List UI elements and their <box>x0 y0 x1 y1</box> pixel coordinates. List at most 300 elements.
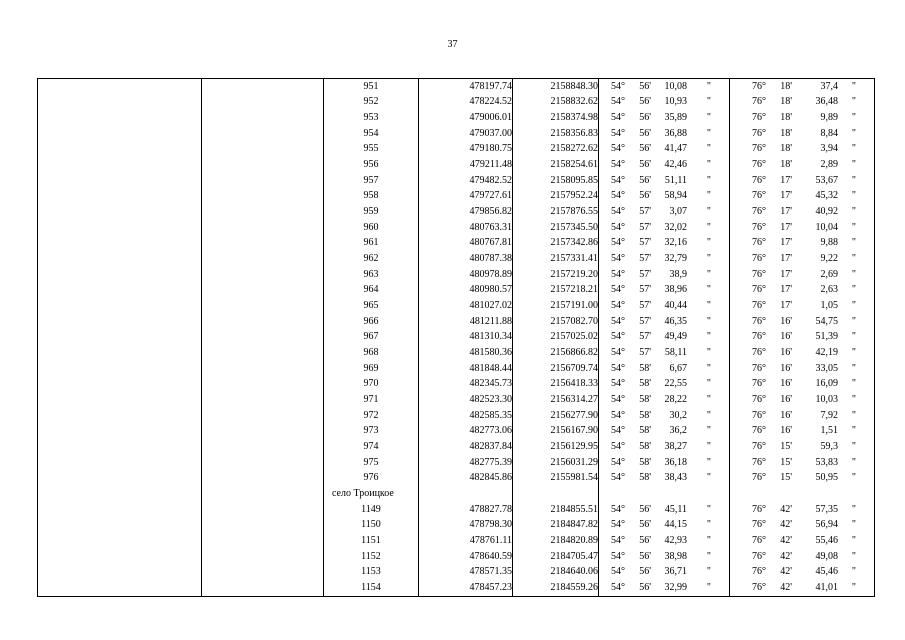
longitude-seconds: 9,88 <box>820 237 838 249</box>
latitude-dms <box>599 126 729 141</box>
longitude-degrees: 76° <box>752 206 766 218</box>
blank-cell <box>202 189 324 205</box>
longitude-dms <box>730 158 874 173</box>
blank-cell <box>38 423 202 439</box>
latitude-cell <box>599 376 730 392</box>
longitude-seconds-mark: " <box>851 174 856 186</box>
longitude-cell <box>730 580 875 596</box>
latitude-seconds: 3,07 <box>669 206 687 218</box>
latitude-seconds: 32,02 <box>664 221 687 233</box>
point-number-cell: 1150 <box>324 517 419 533</box>
longitude-seconds-mark: " <box>851 206 856 218</box>
latitude-minutes: 56' <box>639 534 651 546</box>
longitude-cell <box>730 126 875 142</box>
latitude-dms <box>599 79 729 94</box>
longitude-seconds-mark: " <box>851 284 856 296</box>
blank-cell <box>202 283 324 299</box>
latitude-seconds: 38,43 <box>664 472 687 484</box>
blank-cell <box>202 251 324 267</box>
blank-cell <box>202 142 324 158</box>
latitude-dms <box>599 95 729 110</box>
latitude-degrees: 54° <box>611 519 625 531</box>
blank-cell <box>202 502 324 518</box>
longitude-dms <box>730 549 874 564</box>
latitude-dms <box>599 471 729 486</box>
latitude-degrees: 54° <box>611 362 625 374</box>
longitude-minutes: 18' <box>780 127 792 139</box>
longitude-seconds: 1,05 <box>820 300 838 312</box>
blank-cell <box>38 549 202 565</box>
longitude-cell <box>730 345 875 361</box>
longitude-degrees: 76° <box>752 409 766 421</box>
point-number-cell: 962 <box>324 251 419 267</box>
latitude-dms <box>599 299 729 314</box>
longitude-dms <box>730 533 874 548</box>
longitude-cell <box>730 189 875 205</box>
blank-cell <box>202 517 324 533</box>
blank-cell <box>38 110 202 126</box>
longitude-seconds: 2,63 <box>820 284 838 296</box>
latitude-degrees: 54° <box>611 237 625 249</box>
latitude-minutes: 57' <box>639 346 651 358</box>
blank-cell <box>38 204 202 220</box>
latitude-seconds-mark: " <box>706 581 711 593</box>
longitude-seconds: 9,22 <box>820 253 838 265</box>
longitude-cell <box>730 157 875 173</box>
longitude-dms <box>730 377 874 392</box>
longitude-degrees: 76° <box>752 253 766 265</box>
longitude-seconds-mark: " <box>851 550 856 562</box>
longitude-degrees: 76° <box>752 581 766 593</box>
longitude-seconds-mark: " <box>851 159 856 171</box>
longitude-cell <box>730 220 875 236</box>
longitude-degrees: 76° <box>752 159 766 171</box>
longitude-dms <box>730 205 874 220</box>
y-coordinate-cell: 2158254.61 <box>513 157 599 173</box>
longitude-cell <box>730 470 875 486</box>
latitude-minutes: 58' <box>639 393 651 405</box>
blank-cell <box>202 549 324 565</box>
x-coordinate-cell: 480763.31 <box>419 220 513 236</box>
longitude-cell <box>730 517 875 533</box>
blank-cell <box>38 517 202 533</box>
latitude-minutes: 56' <box>639 127 651 139</box>
longitude-degrees: 76° <box>752 315 766 327</box>
latitude-minutes: 57' <box>639 315 651 327</box>
latitude-dms <box>599 173 729 188</box>
longitude-minutes: 42' <box>780 550 792 562</box>
latitude-minutes: 58' <box>639 472 651 484</box>
table-row <box>38 502 875 518</box>
blank-cell <box>202 564 324 580</box>
longitude-minutes: 42' <box>780 503 792 515</box>
latitude-minutes: 57' <box>639 253 651 265</box>
latitude-seconds-mark: " <box>706 519 711 531</box>
latitude-seconds-mark: " <box>706 472 711 484</box>
longitude-minutes: 17' <box>780 174 792 186</box>
longitude-seconds: 37,4 <box>820 80 838 92</box>
point-number-cell: 976 <box>324 470 419 486</box>
latitude-dms <box>599 549 729 564</box>
longitude-degrees: 76° <box>752 566 766 578</box>
longitude-minutes: 17' <box>780 206 792 218</box>
longitude-cell <box>730 142 875 158</box>
blank-cell <box>38 251 202 267</box>
y-coordinate-cell: 2184640.06 <box>513 564 599 580</box>
longitude-seconds: 45,46 <box>815 566 838 578</box>
longitude-seconds: 2,89 <box>820 159 838 171</box>
longitude-seconds-mark: " <box>851 346 856 358</box>
x-coordinate-cell: 478224.52 <box>419 95 513 111</box>
latitude-cell <box>599 486 730 502</box>
longitude-seconds-mark: " <box>851 127 856 139</box>
latitude-minutes: 56' <box>639 80 651 92</box>
x-coordinate-cell: 479180.75 <box>419 142 513 158</box>
longitude-minutes: 18' <box>780 80 792 92</box>
longitude-seconds-mark: " <box>851 362 856 374</box>
latitude-seconds: 46,35 <box>664 315 687 327</box>
longitude-dms <box>730 392 874 407</box>
x-coordinate-cell: 478197.74 <box>419 79 513 95</box>
latitude-cell <box>599 330 730 346</box>
point-number-cell: 1152 <box>324 549 419 565</box>
y-coordinate-cell: 2156277.90 <box>513 408 599 424</box>
table-row <box>38 220 875 236</box>
table-row <box>38 392 875 408</box>
latitude-cell <box>599 298 730 314</box>
latitude-minutes: 57' <box>639 206 651 218</box>
latitude-cell <box>599 533 730 549</box>
longitude-cell <box>730 267 875 283</box>
blank-cell <box>202 486 324 502</box>
latitude-degrees: 54° <box>611 393 625 405</box>
latitude-degrees: 54° <box>611 268 625 280</box>
longitude-seconds-mark: " <box>851 581 856 593</box>
point-number-cell: 974 <box>324 439 419 455</box>
latitude-seconds: 22,55 <box>664 378 687 390</box>
longitude-dms <box>730 408 874 423</box>
x-coordinate-cell: 480787.38 <box>419 251 513 267</box>
blank-cell <box>38 345 202 361</box>
longitude-cell <box>730 251 875 267</box>
y-coordinate-cell: 2184820.89 <box>513 533 599 549</box>
longitude-seconds: 10,03 <box>815 393 838 405</box>
point-number-cell: 1151 <box>324 533 419 549</box>
longitude-seconds: 54,75 <box>815 315 838 327</box>
longitude-seconds-mark: " <box>851 378 856 390</box>
table-row <box>38 361 875 377</box>
latitude-cell <box>599 345 730 361</box>
longitude-seconds: 51,39 <box>815 331 838 343</box>
longitude-minutes: 17' <box>780 268 792 280</box>
latitude-seconds-mark: " <box>706 566 711 578</box>
latitude-minutes: 56' <box>639 96 651 108</box>
blank-cell <box>38 470 202 486</box>
x-coordinate-cell: 481310.34 <box>419 330 513 346</box>
latitude-seconds: 6,67 <box>669 362 687 374</box>
latitude-dms <box>599 158 729 173</box>
latitude-seconds: 32,79 <box>664 253 687 265</box>
longitude-minutes: 18' <box>780 112 792 124</box>
table-row <box>38 110 875 126</box>
point-number-cell: 970 <box>324 376 419 392</box>
point-number-cell: 973 <box>324 423 419 439</box>
latitude-degrees: 54° <box>611 346 625 358</box>
latitude-dms <box>599 142 729 157</box>
longitude-seconds-mark: " <box>851 425 856 437</box>
table-row <box>38 517 875 533</box>
table-row <box>38 455 875 471</box>
point-number-cell: 957 <box>324 173 419 189</box>
longitude-degrees: 76° <box>752 268 766 280</box>
latitude-seconds: 38,98 <box>664 550 687 562</box>
longitude-minutes: 16' <box>780 346 792 358</box>
longitude-dms <box>730 252 874 267</box>
longitude-dms <box>730 565 874 580</box>
x-coordinate-cell: 478761.11 <box>419 533 513 549</box>
table-row <box>38 95 875 111</box>
blank-cell <box>202 533 324 549</box>
blank-cell <box>38 95 202 111</box>
point-number-cell: 1153 <box>324 564 419 580</box>
latitude-seconds-mark: " <box>706 346 711 358</box>
longitude-seconds: 42,19 <box>815 346 838 358</box>
latitude-cell <box>599 142 730 158</box>
x-coordinate-cell: 479006.01 <box>419 110 513 126</box>
latitude-seconds-mark: " <box>706 253 711 265</box>
longitude-seconds-mark: " <box>851 96 856 108</box>
longitude-seconds: 7,92 <box>820 409 838 421</box>
longitude-degrees: 76° <box>752 503 766 515</box>
latitude-cell <box>599 95 730 111</box>
latitude-degrees: 54° <box>611 456 625 468</box>
latitude-minutes: 57' <box>639 300 651 312</box>
x-coordinate-cell: 479037.00 <box>419 126 513 142</box>
latitude-degrees: 54° <box>611 284 625 296</box>
latitude-cell <box>599 189 730 205</box>
latitude-dms <box>599 502 729 517</box>
longitude-degrees: 76° <box>752 346 766 358</box>
longitude-seconds-mark: " <box>851 393 856 405</box>
latitude-degrees: 54° <box>611 315 625 327</box>
latitude-seconds: 38,96 <box>664 284 687 296</box>
longitude-dms <box>730 345 874 360</box>
longitude-seconds-mark: " <box>851 409 856 421</box>
x-coordinate-cell: 482775.39 <box>419 455 513 471</box>
point-number-cell: 964 <box>324 283 419 299</box>
longitude-minutes: 18' <box>780 159 792 171</box>
latitude-minutes: 56' <box>639 503 651 515</box>
latitude-cell <box>599 470 730 486</box>
latitude-degrees: 54° <box>611 174 625 186</box>
latitude-degrees: 54° <box>611 206 625 218</box>
longitude-cell <box>730 376 875 392</box>
blank-cell <box>202 330 324 346</box>
x-coordinate-cell: 479727.61 <box>419 189 513 205</box>
longitude-degrees: 76° <box>752 300 766 312</box>
latitude-degrees: 54° <box>611 550 625 562</box>
table-row <box>38 189 875 205</box>
longitude-seconds: 40,92 <box>815 206 838 218</box>
table-row <box>38 283 875 299</box>
longitude-seconds: 8,84 <box>820 127 838 139</box>
latitude-dms <box>599 565 729 580</box>
latitude-seconds-mark: " <box>706 159 711 171</box>
point-number-cell: 952 <box>324 95 419 111</box>
longitude-minutes: 17' <box>780 253 792 265</box>
latitude-degrees: 54° <box>611 503 625 515</box>
latitude-minutes: 58' <box>639 440 651 452</box>
x-coordinate-cell: 479856.82 <box>419 204 513 220</box>
latitude-minutes: 56' <box>639 143 651 155</box>
blank-cell <box>202 267 324 283</box>
latitude-seconds-mark: " <box>706 409 711 421</box>
latitude-seconds: 30,2 <box>669 409 687 421</box>
latitude-cell <box>599 580 730 596</box>
latitude-seconds-mark: " <box>706 440 711 452</box>
latitude-minutes: 56' <box>639 566 651 578</box>
latitude-cell <box>599 502 730 518</box>
y-coordinate-cell: 2156129.95 <box>513 439 599 455</box>
x-coordinate-cell: 481211.88 <box>419 314 513 330</box>
y-coordinate-cell: 2158374.98 <box>513 110 599 126</box>
point-number-cell: 1149 <box>324 502 419 518</box>
latitude-dms <box>599 408 729 423</box>
table-row <box>38 142 875 158</box>
point-number-cell: 963 <box>324 267 419 283</box>
longitude-dms <box>730 424 874 439</box>
longitude-seconds: 41,01 <box>815 581 838 593</box>
longitude-dms <box>730 580 874 595</box>
longitude-minutes: 18' <box>780 143 792 155</box>
x-coordinate-cell: 482773.06 <box>419 423 513 439</box>
longitude-cell <box>730 423 875 439</box>
latitude-seconds: 36,71 <box>664 566 687 578</box>
x-coordinate-cell: 479482.52 <box>419 173 513 189</box>
latitude-seconds-mark: " <box>706 331 711 343</box>
y-coordinate-cell: 2184559.26 <box>513 580 599 596</box>
longitude-minutes: 16' <box>780 331 792 343</box>
longitude-degrees: 76° <box>752 331 766 343</box>
longitude-degrees: 76° <box>752 519 766 531</box>
table-row <box>38 423 875 439</box>
longitude-dms <box>730 111 874 126</box>
longitude-cell <box>730 361 875 377</box>
blank-cell <box>202 220 324 236</box>
y-coordinate-cell: 2157331.41 <box>513 251 599 267</box>
y-coordinate-cell: 2184705.47 <box>513 549 599 565</box>
longitude-seconds: 53,83 <box>815 456 838 468</box>
longitude-seconds-mark: " <box>851 440 856 452</box>
table-row <box>38 439 875 455</box>
blank-cell <box>202 157 324 173</box>
longitude-degrees: 76° <box>752 393 766 405</box>
latitude-minutes: 57' <box>639 237 651 249</box>
longitude-seconds-mark: " <box>851 472 856 484</box>
longitude-dms <box>730 439 874 454</box>
latitude-dms <box>599 361 729 376</box>
longitude-minutes: 42' <box>780 581 792 593</box>
table-row <box>38 408 875 424</box>
point-number-cell: 953 <box>324 110 419 126</box>
blank-cell <box>202 95 324 111</box>
longitude-dms <box>730 236 874 251</box>
latitude-dms <box>599 283 729 298</box>
blank-cell <box>38 267 202 283</box>
longitude-cell <box>730 314 875 330</box>
x-coordinate-cell: 481848.44 <box>419 361 513 377</box>
longitude-minutes: 15' <box>780 472 792 484</box>
latitude-seconds: 10,93 <box>664 96 687 108</box>
longitude-cell <box>730 298 875 314</box>
latitude-seconds-mark: " <box>706 393 711 405</box>
y-coordinate-cell: 2156418.33 <box>513 376 599 392</box>
x-coordinate-cell: 478571.35 <box>419 564 513 580</box>
latitude-seconds-mark: " <box>706 237 711 249</box>
latitude-cell <box>599 439 730 455</box>
table-row <box>38 79 875 95</box>
longitude-seconds: 50,95 <box>815 472 838 484</box>
latitude-seconds: 32,16 <box>664 237 687 249</box>
longitude-seconds-mark: " <box>851 519 856 531</box>
latitude-degrees: 54° <box>611 127 625 139</box>
longitude-degrees: 76° <box>752 440 766 452</box>
longitude-seconds-mark: " <box>851 80 856 92</box>
blank-cell <box>38 502 202 518</box>
blank-cell <box>38 314 202 330</box>
latitude-cell <box>599 220 730 236</box>
longitude-seconds-mark: " <box>851 112 856 124</box>
blank-cell <box>38 298 202 314</box>
latitude-seconds-mark: " <box>706 112 711 124</box>
latitude-seconds: 49,49 <box>664 331 687 343</box>
longitude-seconds: 56,94 <box>815 519 838 531</box>
latitude-dms <box>599 580 729 595</box>
table-row <box>38 157 875 173</box>
longitude-seconds-mark: " <box>851 534 856 546</box>
longitude-degrees: 76° <box>752 472 766 484</box>
longitude-degrees: 76° <box>752 456 766 468</box>
latitude-seconds: 10,08 <box>664 80 687 92</box>
table-row <box>38 298 875 314</box>
x-coordinate-cell: 478827.78 <box>419 502 513 518</box>
latitude-seconds-mark: " <box>706 268 711 280</box>
blank-cell <box>38 361 202 377</box>
longitude-cell <box>730 283 875 299</box>
latitude-dms <box>599 314 729 329</box>
longitude-dms <box>730 173 874 188</box>
latitude-dms <box>599 205 729 220</box>
table-row <box>38 564 875 580</box>
latitude-minutes: 57' <box>639 284 651 296</box>
blank-cell <box>38 173 202 189</box>
blank-cell <box>202 345 324 361</box>
x-coordinate-cell: 481580.36 <box>419 345 513 361</box>
table-row <box>38 533 875 549</box>
longitude-seconds: 3,94 <box>820 143 838 155</box>
longitude-cell <box>730 455 875 471</box>
latitude-seconds: 51,11 <box>664 174 687 186</box>
latitude-seconds: 38,27 <box>664 440 687 452</box>
latitude-degrees: 54° <box>611 80 625 92</box>
point-number-cell: 969 <box>324 361 419 377</box>
blank-cell <box>202 298 324 314</box>
latitude-dms <box>599 236 729 251</box>
longitude-cell <box>730 173 875 189</box>
longitude-minutes: 17' <box>780 190 792 202</box>
blank-cell <box>202 110 324 126</box>
latitude-cell <box>599 236 730 252</box>
